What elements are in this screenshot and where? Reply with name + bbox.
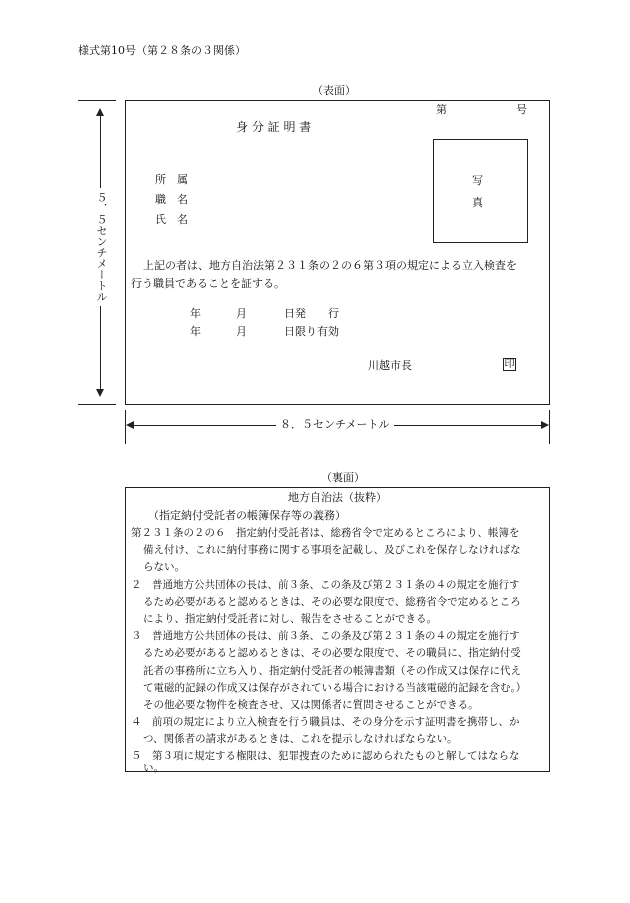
valid-day-label: 日限り有効 [284,325,339,338]
issue-year: 年 [190,307,201,320]
form-label: 様式第10号（第２８条の３関係） [78,44,246,57]
front-side-label: （表面） [312,84,356,97]
law-line: て電磁的記録の作成又は保存がされている場合における当該電磁的記録を含む。） [143,682,527,694]
law-line: ３ 普通地方公共団体の長は、前３条、この条及び第２３１条の４の規定を施行す [131,630,520,642]
issuer-name: 川越市長 [368,359,412,372]
law-line: らない。 [143,561,185,573]
law-subtitle: （指定納付受託者の帳簿保存等の義務） [148,509,346,522]
height-ext-bottom [78,404,116,405]
photo-label-1: 写 [472,174,483,187]
arrow-left-icon [126,421,134,429]
law-line: 託者の事務所に立ち入り、指定納付受託者の帳簿書類（その作成又は保存に代え [143,665,521,677]
back-side-label: （裏面） [321,471,365,484]
width-dimension-label: ８．５センチメートル [276,418,394,432]
law-line: その他必要な物件を検査させ、又は関係者に質問させることができる。 [143,699,479,711]
law-line: ２ 普通地方公共団体の長は、前３条、この条及び第２３１条の４の規定を施行す [131,579,520,591]
law-line: により、指定納付受託者に対し、報告をさせることができる。 [143,613,437,625]
law-line: い。 [143,762,164,774]
number-dai: 第 [436,103,447,116]
seal-mark: 印 [504,359,515,370]
valid-year: 年 [190,325,201,338]
law-line: つ、関係者の請求があるときは、これを提示しなければならない。 [143,733,458,745]
field-affiliation: 所 属 [155,173,188,186]
field-name: 氏 名 [155,213,188,226]
law-line: ４ 前項の規定により立入検査を行う職員は、その身分を示す証明書を携帯し、か [131,716,520,728]
photo-box [433,139,528,243]
field-position: 職 名 [155,193,188,206]
law-line: 第２３１条の２の６ 指定納付受託者は、総務省令で定めるところにより、帳簿を [131,527,520,539]
statement-line-1: 上記の者は、地方自治法第２３１条の２の６第３項の規定による立入検査を [143,259,517,272]
height-ext-top [78,100,116,101]
issue-day-label: 日発 行 [284,307,339,320]
law-line: るため必要があると認めるときは、その必要な限度で、その職員に、指定納付受 [143,647,521,659]
law-line: るため必要があると認めるときは、その必要な限度で、総務省令で定めるところ [143,596,521,608]
arrow-up-icon [96,108,104,116]
photo-label-2: 真 [472,196,483,209]
issue-month: 月 [236,307,247,320]
arrow-right-icon [541,421,549,429]
valid-month: 月 [236,325,247,338]
arrow-down-icon [96,389,104,397]
statement-line-2: 行う職員であることを証する。 [131,277,285,290]
height-dimension-label: ５．５センチメートル [94,188,108,306]
card-title: 身 分 証 明 書 [236,120,312,134]
width-ext-right [549,410,550,444]
law-line: ５ 第３項に規定する権限は、犯罪捜査のために認められたものと解してはならな [131,750,520,762]
number-go: 号 [516,103,527,116]
law-title: 地方自治法（抜粋） [288,491,387,504]
law-line: 備え付け、これに納付事務に関する事項を記載し、及びこれを保存しなければな [143,544,521,556]
